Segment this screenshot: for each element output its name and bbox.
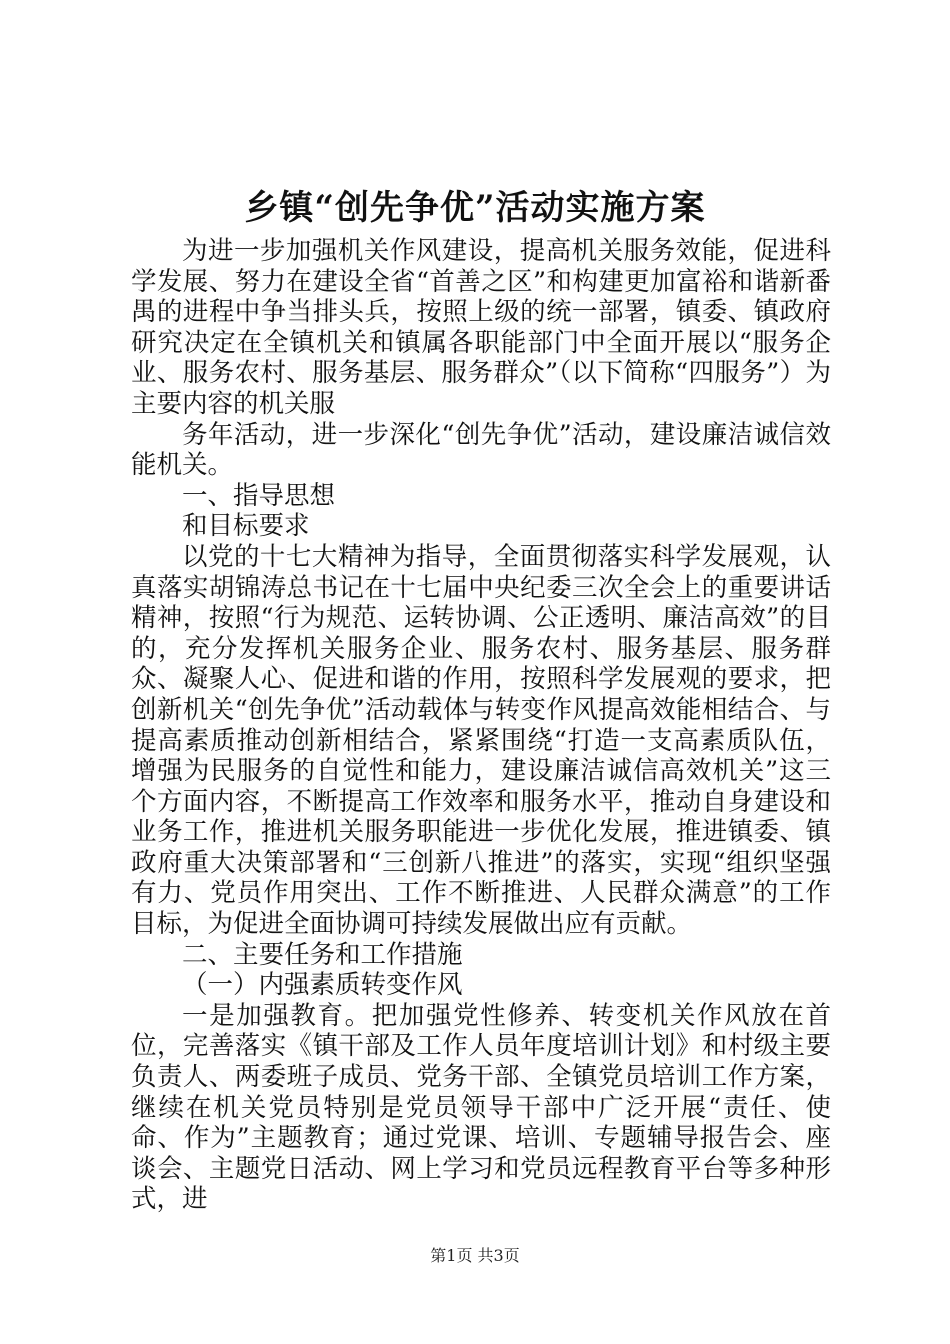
paragraph-education: 一是加强教育。把加强党性修养、转变机关作风放在首位，完善落实《镇干部及工作人员年度培训计划》和村级主要负责人、两委班子成员、党务干部、全镇党员培训工作方案，继续在机关党员特别是党员领导干部中广泛开展“责任、使命、作为”主题教育；通过党课、培训、专题辅导报告会、座谈会、主题党日活动、网上学习和党员远程教育平台等多种形式，进 <box>131 1000 831 1215</box>
document-title: 乡镇“创先争优”活动实施方案 <box>244 188 706 228</box>
section-heading-goals: 和目标要求 <box>182 511 310 542</box>
section-heading-guiding-thought: 一、指导思想 <box>182 480 336 511</box>
paragraph-guiding-thought: 以党的十七大精神为指导，全面贯彻落实科学发展观，认真落实胡锦涛总书记在十七届中央纪委三次全会上的重要讲话精神，按照“行为规范、运转协调、公正透明、廉洁高效”的目的，充分发挥机关服务企业、服务农村、服务基层、服务群众、凝聚人心、促进和谐的作用，按照科学发展观的要求，把创新机关“创先争优”活动载体与转变作风提高效能相结合、与提高素质推动创新相结合，紧紧围绕“打造一支高素质队伍，增强为民服务的自觉性和能力，建设廉洁诚信高效机关”这三个方面内容，不断提高工作效率和服务水平，推动自身建设和业务工作，推进机关服务职能进一步优化发展，推进镇委、镇政府重大决策部署和“三创新八推进”的落实，实现“组织坚强有力、党员作用突出、工作不断推进、人民群众满意”的工作目标，为促进全面协调可持续发展做出应有贡献。 <box>131 541 831 940</box>
section-heading-main-tasks: 二、主要任务和工作措施 <box>182 939 463 970</box>
subsection-heading-quality: （一）内强素质转变作风 <box>182 970 463 1001</box>
paragraph-intro-cont: 务年活动，进一步深化“创先争优”活动，建设廉洁诚信效能机关。 <box>131 419 831 481</box>
page-footer: 第1页 共3页 <box>430 1246 520 1265</box>
document-body <box>131 236 831 1215</box>
paragraph-intro: 为进一步加强机关作风建设，提高机关服务效能，促进科学发展、努力在建设全省“首善之区”和构建更加富裕和谐新番禺的进程中争当排头兵，按照上级的统一部署，镇委、镇政府研究决定在全镇机关和镇属各职能部门中全面开展以“服务企业、服务农村、服务基层、服务群众”（以下简称“四服务”）为主要内容的机关服 <box>131 236 831 419</box>
